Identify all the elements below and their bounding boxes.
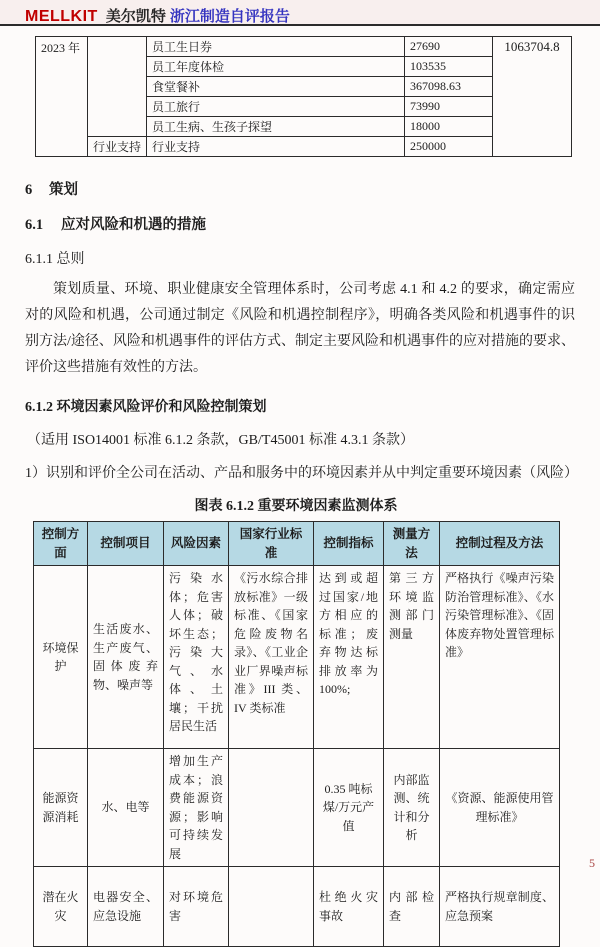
col-header-control-index: 控制指标: [314, 522, 384, 566]
cell-control-aspect: 潜在火灾: [34, 867, 88, 947]
benefit-item: 员工旅行: [147, 97, 405, 117]
table-row-environment: [34, 566, 560, 749]
report-title-subject: 浙江制造自评报告: [169, 9, 290, 25]
cell-control-process: 严格执行规章制度、应急预案: [440, 867, 560, 947]
section-heading-6: [25, 178, 600, 199]
benefits-cost-table: [35, 36, 572, 157]
cell-risk-factor: 污染水体；危害人体；破坏生态；污染大气、水体、土壤；干扰居民生活: [164, 566, 229, 749]
col-header-control-aspect: 控制方面: [34, 522, 88, 566]
cell-control-index: 0.35 吨标煤/万元产值: [314, 749, 384, 867]
brand-logo-text: MELLKIT: [25, 8, 98, 25]
benefit-value: 367098.63: [405, 77, 493, 97]
cell-control-item: 电器安全、应急设施: [88, 867, 164, 947]
col-header-measure-method: 测量方法: [384, 522, 440, 566]
table-caption: 图表 6.1.2 重要环境因素监测体系: [194, 499, 398, 514]
cell-measure-method: 第三方环境监测部门测量: [384, 566, 440, 749]
cell-control-item: 生活废水、生产废气、固体废弃物、噪声等: [88, 566, 164, 749]
section-heading-6-1: [25, 213, 600, 234]
table-row-energy: [34, 749, 560, 867]
year-cell: 2023 年: [36, 37, 88, 157]
cell-national-standard: 《污水综合排放标准》一级标准、《国家危险废物名录》、《工业企业厂界噪声标准》III 类、IV 类标准: [229, 566, 314, 749]
cell-control-item: 水、电等: [88, 749, 164, 867]
page-number: 5: [589, 856, 595, 870]
cell-measure-method: 内部监测、统计和分析: [384, 749, 440, 867]
cell-national-standard: [229, 749, 314, 867]
benefit-value: 250000: [405, 137, 493, 157]
cell-risk-factor: 对环境危害: [164, 867, 229, 947]
report-title-company: 美尔凯特: [105, 9, 166, 25]
cell-control-process: 《资源、能源使用管理标准》: [440, 749, 560, 867]
benefit-item: 员工生日券: [147, 37, 405, 57]
cell-control-aspect: 能源资源消耗: [34, 749, 88, 867]
section-title: 应对风险和机遇的措施: [61, 217, 206, 233]
benefit-value: 73990: [405, 97, 493, 117]
document-header: [0, 0, 600, 26]
col-header-control-item: 控制项目: [88, 522, 164, 566]
table-row-fire: [34, 867, 560, 947]
col-header-national-standard: 国家行业标准: [229, 522, 314, 566]
total-value: 1063704.8: [493, 37, 572, 157]
category-cell-empty: [88, 37, 147, 137]
benefit-item: 员工生病、生孩子探望: [147, 117, 405, 137]
col-header-risk-factor: 风险因素: [164, 522, 229, 566]
cell-risk-factor: 增加生产成本；浪费能源资源；影响可持续发展: [164, 749, 229, 867]
cell-national-standard: [229, 867, 314, 947]
cell-control-index: 杜绝火灾事故: [314, 867, 384, 947]
cell-control-process: 严格执行《噪声污染防治管理标准》、《水污染管理标准》、《固体废弃物处置管理标准》: [440, 566, 560, 749]
list-item-1: 1）识别和评价全公司在活动、产品和服务中的环境因素并从中判定重要环境因素（风险）: [25, 466, 578, 481]
benefit-value: 27690: [405, 37, 493, 57]
table-row: [36, 37, 572, 57]
cell-control-aspect: 环境保护: [34, 566, 88, 749]
col-header-control-process: 控制过程及方法: [440, 522, 560, 566]
benefit-item: 行业支持: [147, 137, 405, 157]
section-heading-6-1-1: 6.1.1 总则: [25, 252, 85, 267]
env-monitoring-table: [33, 521, 560, 947]
benefit-item: 员工年度体检: [147, 57, 405, 77]
table-header-row: [34, 522, 560, 566]
section-title: 策划: [49, 182, 78, 198]
section-number: 6.1: [25, 217, 44, 233]
section-number: 6: [25, 182, 33, 198]
table-row: [36, 137, 572, 157]
body-paragraph: 策划质量、环境、职业健康安全管理体系时，公司考虑 4.1 和 4.2 的要求，确定需应对的风险和机遇，公司通过制定《风险和机遇控制程序》，明确各类风险和机遇事件的识别方法/途径、风险和机遇事件的评估方式、制定主要风险和机遇事件的应对措施的要求、评价这些措施有效性的方法。: [25, 282, 575, 375]
category-cell: 行业支持: [88, 137, 147, 157]
benefit-value: 103535: [405, 57, 493, 77]
benefit-item: 食堂餐补: [147, 77, 405, 97]
benefit-value: 18000: [405, 117, 493, 137]
standard-applicability-note: （适用 ISO14001 标准 6.1.2 条款，GB/T45001 标准 4.3.1 条款）: [27, 433, 414, 448]
cell-measure-method: 内部检查: [384, 867, 440, 947]
section-heading-6-1-2: 6.1.2 环境因素风险评价和风险控制策划: [25, 400, 267, 415]
cell-control-index: 达到或超过国家/地方相应的标准；废弃物达标排放率为 100%;: [314, 566, 384, 749]
